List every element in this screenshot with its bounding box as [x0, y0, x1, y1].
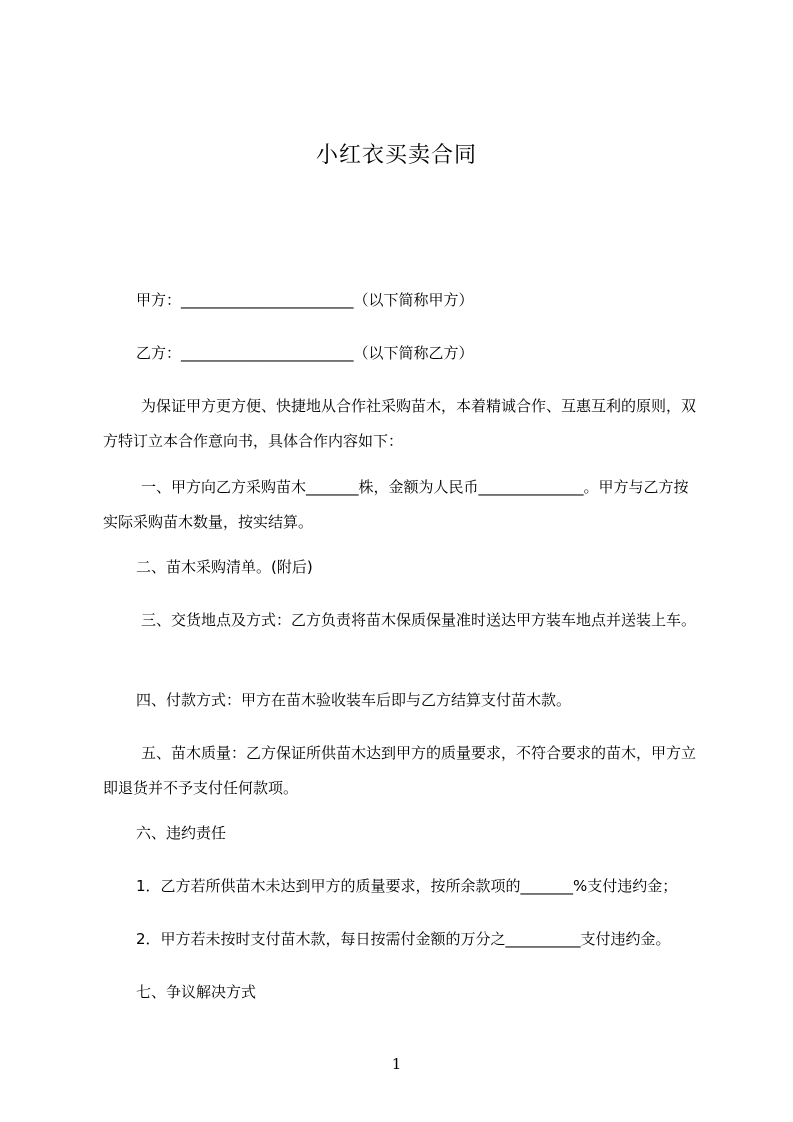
- clause-6-item-1: 1．乙方若所供苗木未达到甲方的质量要求，按所余款项的_______%支付违约金；: [136, 877, 678, 895]
- clause-1-paragraph: 一、甲方向乙方采购苗木_______株，金额为人民币______________。甲方与乙方按实际采购苗木数量，按实结算。: [103, 478, 689, 531]
- clause-3-paragraph: 三、交货地点及方式：乙方负责将苗木保质保量准时送达甲方装车地点并送装上车。: [141, 611, 697, 629]
- clause-2-paragraph: 二、苗木采购清单。(附后): [136, 558, 313, 576]
- party-a-line: 甲方：_______________________（以下简称甲方）: [136, 291, 474, 309]
- document-title: 小红衣买卖合同: [315, 143, 477, 168]
- page-number: 1: [391, 1055, 402, 1073]
- clause-6-heading: 六、违约责任: [136, 824, 227, 842]
- clause-7-heading: 七、争议解决方式: [136, 983, 257, 1001]
- preamble-paragraph: 为保证甲方更方便、快捷地从合作社采购苗木，本着精诚合作、互惠互利的原则，双方特订立本合作意向书，具体合作内容如下：: [103, 397, 697, 450]
- clause-6-item-2: 2．甲方若未按时支付苗木款，每日按需付金额的万分之__________支付违约金。: [136, 930, 671, 948]
- clause-4-paragraph: 四、付款方式：甲方在苗木验收装车后即与乙方结算支付苗木款。: [136, 691, 572, 709]
- clause-5-paragraph: 五、苗木质量：乙方保证所供苗木达到甲方的质量要求，不符合要求的苗木，甲方立即退货并不予支付任何款项。: [103, 744, 697, 797]
- party-b-line: 乙方：_______________________（以下简称乙方）: [136, 344, 474, 362]
